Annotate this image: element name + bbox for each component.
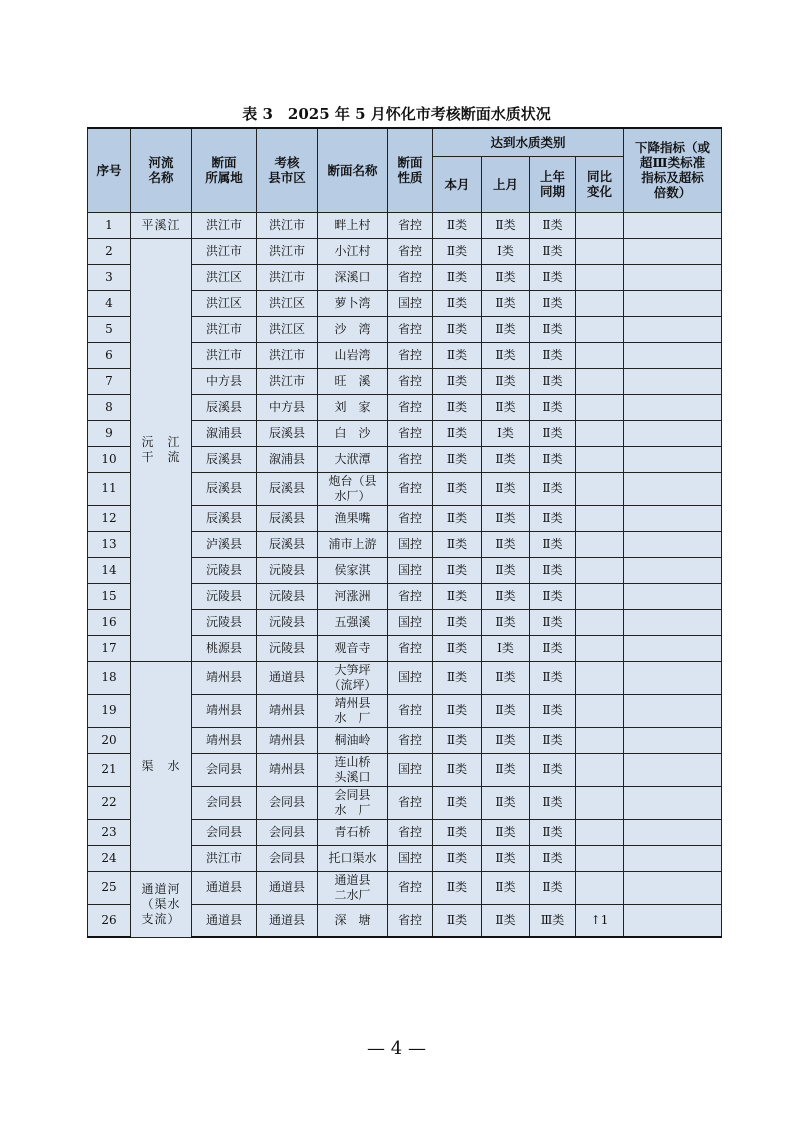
cell-seq: 24 [88,845,131,871]
cell-county: 会同县 [257,786,318,819]
cell-yoy [576,264,624,290]
cell-this-month: Ⅱ类 [433,368,482,394]
cell-last-year: Ⅱ类 [530,557,576,583]
cell-location: 会同县 [192,753,257,786]
cell-county: 沅陵县 [257,583,318,609]
cell-last-month: Ⅱ类 [482,845,530,871]
header-river: 河流 名称 [131,128,192,212]
cell-nature: 国控 [388,845,433,871]
cell-last-year: Ⅱ类 [530,694,576,727]
cell-section-name: 会同县 水 厂 [318,786,388,819]
cell-seq: 17 [88,635,131,661]
cell-seq: 22 [88,786,131,819]
cell-section-name: 青石桥 [318,819,388,845]
cell-county: 通道县 [257,904,318,937]
cell-decline [624,212,722,238]
cell-location: 洪江区 [192,264,257,290]
cell-county: 洪江区 [257,316,318,342]
cell-location: 溆浦县 [192,420,257,446]
cell-last-year: Ⅱ类 [530,583,576,609]
cell-nature: 国控 [388,290,433,316]
cell-section-name: 小江村 [318,238,388,264]
cell-section-name: 白 沙 [318,420,388,446]
cell-seq: 13 [88,531,131,557]
cell-yoy [576,819,624,845]
cell-last-month: Ⅱ类 [482,753,530,786]
cell-last-year: Ⅱ类 [530,420,576,446]
cell-nature: 国控 [388,661,433,694]
cell-last-month: Ⅱ类 [482,557,530,583]
cell-county: 辰溪县 [257,531,318,557]
cell-decline [624,786,722,819]
cell-this-month: Ⅱ类 [433,786,482,819]
cell-seq: 21 [88,753,131,786]
cell-last-month: Ⅱ类 [482,727,530,753]
cell-section-name: 托口渠水 [318,845,388,871]
cell-seq: 14 [88,557,131,583]
cell-last-month: Ⅱ类 [482,904,530,937]
cell-decline [624,238,722,264]
cell-nature: 省控 [388,212,433,238]
cell-county: 洪江市 [257,342,318,368]
cell-seq: 18 [88,661,131,694]
cell-section-name: 山岩湾 [318,342,388,368]
cell-this-month: Ⅱ类 [433,727,482,753]
cell-location: 沅陵县 [192,583,257,609]
cell-nature: 省控 [388,871,433,904]
cell-last-month: Ⅱ类 [482,531,530,557]
cell-seq: 20 [88,727,131,753]
cell-seq: 8 [88,394,131,420]
cell-yoy [576,727,624,753]
cell-section-name: 连山桥 头溪口 [318,753,388,786]
cell-seq: 23 [88,819,131,845]
cell-decline [624,557,722,583]
header-last-year: 上年 同期 [530,156,576,212]
cell-last-year: Ⅱ类 [530,212,576,238]
cell-yoy [576,786,624,819]
cell-section-name: 旺 溪 [318,368,388,394]
header-quality-group: 达到水质类别 [433,128,624,156]
cell-seq: 26 [88,904,131,937]
cell-yoy [576,557,624,583]
cell-county: 靖州县 [257,727,318,753]
cell-this-month: Ⅱ类 [433,446,482,472]
cell-seq: 7 [88,368,131,394]
cell-nature: 省控 [388,394,433,420]
cell-yoy [576,753,624,786]
cell-yoy [576,368,624,394]
cell-nature: 省控 [388,819,433,845]
cell-yoy [576,290,624,316]
cell-seq: 1 [88,212,131,238]
page-number: — 4 — [367,1038,426,1059]
cell-section-name: 大洑潭 [318,446,388,472]
table-body [88,212,722,937]
cell-section-name: 大笋坪 （流坪） [318,661,388,694]
cell-location: 通道县 [192,904,257,937]
header-decline: 下降指标（或 超Ⅲ类标准 指标及超标 倍数） [624,128,722,212]
cell-seq: 5 [88,316,131,342]
cell-yoy [576,609,624,635]
cell-last-month: Ⅱ类 [482,368,530,394]
cell-last-year: Ⅱ类 [530,505,576,531]
cell-seq: 6 [88,342,131,368]
cell-last-year: Ⅱ类 [530,368,576,394]
cell-yoy [576,238,624,264]
cell-this-month: Ⅱ类 [433,472,482,505]
cell-county: 洪江市 [257,264,318,290]
cell-last-year: Ⅲ类 [530,904,576,937]
cell-nature: 国控 [388,609,433,635]
header-this-month: 本月 [433,156,482,212]
cell-last-year: Ⅱ类 [530,635,576,661]
table-row [88,212,722,238]
cell-location: 洪江市 [192,212,257,238]
cell-last-month: Ⅱ类 [482,212,530,238]
cell-this-month: Ⅱ类 [433,505,482,531]
cell-location: 辰溪县 [192,394,257,420]
cell-last-year: Ⅱ类 [530,446,576,472]
cell-location: 靖州县 [192,694,257,727]
cell-decline [624,290,722,316]
cell-yoy [576,661,624,694]
cell-last-month: Ⅱ类 [482,871,530,904]
cell-last-year: Ⅱ类 [530,290,576,316]
cell-this-month: Ⅱ类 [433,635,482,661]
cell-yoy [576,583,624,609]
cell-seq: 15 [88,583,131,609]
cell-nature: 省控 [388,472,433,505]
cell-decline [624,446,722,472]
cell-location: 洪江市 [192,342,257,368]
cell-last-year: Ⅱ类 [530,871,576,904]
cell-decline [624,904,722,937]
cell-last-year: Ⅱ类 [530,342,576,368]
cell-last-month: Ⅱ类 [482,394,530,420]
cell-location: 辰溪县 [192,446,257,472]
cell-county: 洪江市 [257,368,318,394]
cell-seq: 9 [88,420,131,446]
cell-nature: 国控 [388,557,433,583]
cell-seq: 4 [88,290,131,316]
cell-county: 会同县 [257,819,318,845]
cell-decline [624,694,722,727]
cell-yoy [576,472,624,505]
cell-this-month: Ⅱ类 [433,290,482,316]
cell-section-name: 河涨洲 [318,583,388,609]
cell-decline [624,661,722,694]
cell-last-year: Ⅱ类 [530,819,576,845]
cell-nature: 国控 [388,753,433,786]
cell-last-year: Ⅱ类 [530,472,576,505]
cell-nature: 省控 [388,420,433,446]
cell-seq: 11 [88,472,131,505]
cell-section-name: 五强溪 [318,609,388,635]
cell-nature: 省控 [388,316,433,342]
cell-this-month: Ⅱ类 [433,694,482,727]
cell-section-name: 侯家淇 [318,557,388,583]
cell-location: 靖州县 [192,661,257,694]
cell-last-year: Ⅱ类 [530,845,576,871]
cell-section-name: 观音寺 [318,635,388,661]
cell-last-year: Ⅱ类 [530,238,576,264]
cell-county: 沅陵县 [257,557,318,583]
table-row [88,871,722,904]
cell-section-name: 炮台（县 水厂） [318,472,388,505]
cell-yoy [576,694,624,727]
cell-location: 会同县 [192,786,257,819]
cell-seq: 12 [88,505,131,531]
cell-this-month: Ⅱ类 [433,609,482,635]
cell-last-month: Ⅱ类 [482,316,530,342]
cell-section-name: 桐油岭 [318,727,388,753]
cell-decline [624,609,722,635]
cell-last-month: Ⅰ类 [482,238,530,264]
header-nature: 断面 性质 [388,128,433,212]
cell-decline [624,394,722,420]
cell-last-year: Ⅱ类 [530,786,576,819]
cell-nature: 省控 [388,238,433,264]
cell-last-month: Ⅱ类 [482,661,530,694]
cell-location: 辰溪县 [192,472,257,505]
cell-yoy [576,394,624,420]
cell-this-month: Ⅱ类 [433,871,482,904]
cell-decline [624,368,722,394]
cell-nature: 省控 [388,264,433,290]
cell-river: 通道河 （渠水 支流） [131,871,192,937]
cell-county: 溆浦县 [257,446,318,472]
cell-last-year: Ⅱ类 [530,661,576,694]
cell-decline [624,871,722,904]
cell-nature: 省控 [388,904,433,937]
cell-this-month: Ⅱ类 [433,316,482,342]
cell-county: 通道县 [257,661,318,694]
cell-last-year: Ⅱ类 [530,727,576,753]
cell-this-month: Ⅱ类 [433,212,482,238]
cell-county: 通道县 [257,871,318,904]
cell-nature: 省控 [388,583,433,609]
cell-this-month: Ⅱ类 [433,394,482,420]
cell-decline [624,342,722,368]
cell-last-month: Ⅱ类 [482,819,530,845]
cell-nature: 省控 [388,446,433,472]
cell-nature: 省控 [388,694,433,727]
cell-decline [624,635,722,661]
cell-last-month: Ⅱ类 [482,342,530,368]
cell-seq: 2 [88,238,131,264]
cell-last-month: Ⅱ类 [482,609,530,635]
cell-location: 通道县 [192,871,257,904]
cell-county: 洪江市 [257,238,318,264]
cell-yoy [576,446,624,472]
cell-last-year: Ⅱ类 [530,394,576,420]
cell-location: 洪江市 [192,845,257,871]
cell-county: 辰溪县 [257,420,318,446]
cell-location: 桃源县 [192,635,257,661]
cell-county: 辰溪县 [257,472,318,505]
cell-yoy [576,420,624,446]
cell-seq: 10 [88,446,131,472]
cell-location: 靖州县 [192,727,257,753]
cell-decline [624,316,722,342]
cell-yoy [576,871,624,904]
cell-location: 洪江市 [192,238,257,264]
cell-seq: 19 [88,694,131,727]
cell-this-month: Ⅱ类 [433,583,482,609]
cell-yoy [576,635,624,661]
cell-this-month: Ⅱ类 [433,753,482,786]
cell-section-name: 渔果嘴 [318,505,388,531]
cell-last-month: Ⅰ类 [482,635,530,661]
cell-location: 洪江区 [192,290,257,316]
cell-this-month: Ⅱ类 [433,819,482,845]
cell-county: 靖州县 [257,694,318,727]
cell-section-name: 畔上村 [318,212,388,238]
cell-county: 靖州县 [257,753,318,786]
cell-county: 洪江区 [257,290,318,316]
cell-this-month: Ⅱ类 [433,342,482,368]
cell-section-name: 沙 湾 [318,316,388,342]
water-quality-table-wrapper [87,127,721,938]
cell-section-name: 萝卜湾 [318,290,388,316]
cell-decline [624,264,722,290]
cell-river: 沅 江 干 流 [131,238,192,661]
table-caption: 表 3 2025 年 5 月怀化市考核断面水质状况 [242,105,551,123]
cell-this-month: Ⅱ类 [433,420,482,446]
cell-this-month: Ⅱ类 [433,264,482,290]
cell-last-year: Ⅱ类 [530,609,576,635]
cell-nature: 省控 [388,368,433,394]
cell-section-name: 通道县 二水厂 [318,871,388,904]
cell-yoy [576,505,624,531]
header-location: 断面 所属地 [192,128,257,212]
cell-last-year: Ⅱ类 [530,753,576,786]
cell-this-month: Ⅱ类 [433,661,482,694]
cell-last-month: Ⅰ类 [482,420,530,446]
cell-decline [624,583,722,609]
cell-county: 辰溪县 [257,505,318,531]
cell-seq: 16 [88,609,131,635]
cell-location: 沅陵县 [192,557,257,583]
cell-section-name: 靖州县 水 厂 [318,694,388,727]
cell-location: 辰溪县 [192,505,257,531]
table-row [88,238,722,264]
water-quality-table [87,127,722,938]
cell-county: 沅陵县 [257,635,318,661]
cell-decline [624,845,722,871]
header-seq: 序号 [88,128,131,212]
cell-seq: 3 [88,264,131,290]
cell-last-month: Ⅱ类 [482,583,530,609]
cell-yoy [576,212,624,238]
cell-yoy [576,342,624,368]
cell-last-month: Ⅱ类 [482,264,530,290]
cell-yoy [576,845,624,871]
cell-section-name: 刘 家 [318,394,388,420]
header-last-month: 上月 [482,156,530,212]
cell-decline [624,531,722,557]
cell-decline [624,727,722,753]
cell-county: 会同县 [257,845,318,871]
cell-yoy: ↑1 [576,904,624,937]
cell-river: 平溪江 [131,212,192,238]
cell-nature: 省控 [388,342,433,368]
cell-last-month: Ⅱ类 [482,786,530,819]
cell-nature: 省控 [388,786,433,819]
cell-last-month: Ⅱ类 [482,694,530,727]
cell-decline [624,472,722,505]
cell-last-year: Ⅱ类 [530,264,576,290]
cell-location: 泸溪县 [192,531,257,557]
cell-decline [624,505,722,531]
cell-seq: 25 [88,871,131,904]
cell-this-month: Ⅱ类 [433,531,482,557]
cell-last-month: Ⅱ类 [482,446,530,472]
cell-section-name: 浦市上游 [318,531,388,557]
cell-last-month: Ⅱ类 [482,472,530,505]
cell-last-year: Ⅱ类 [530,316,576,342]
cell-location: 洪江市 [192,316,257,342]
cell-county: 沅陵县 [257,609,318,635]
cell-yoy [576,531,624,557]
cell-last-month: Ⅱ类 [482,505,530,531]
cell-county: 中方县 [257,394,318,420]
table-row [88,661,722,694]
cell-this-month: Ⅱ类 [433,557,482,583]
cell-decline [624,420,722,446]
cell-this-month: Ⅱ类 [433,904,482,937]
cell-nature: 省控 [388,727,433,753]
cell-yoy [576,316,624,342]
cell-decline [624,753,722,786]
cell-last-month: Ⅱ类 [482,290,530,316]
cell-location: 中方县 [192,368,257,394]
cell-nature: 省控 [388,505,433,531]
cell-this-month: Ⅱ类 [433,238,482,264]
header-yoy: 同比 变化 [576,156,624,212]
cell-location: 会同县 [192,819,257,845]
cell-nature: 省控 [388,635,433,661]
header-section-name: 断面名称 [318,128,388,212]
cell-location: 沅陵县 [192,609,257,635]
cell-nature: 国控 [388,531,433,557]
cell-section-name: 深溪口 [318,264,388,290]
cell-decline [624,819,722,845]
cell-section-name: 深 塘 [318,904,388,937]
cell-last-year: Ⅱ类 [530,531,576,557]
cell-county: 洪江市 [257,212,318,238]
cell-river: 渠 水 [131,661,192,871]
header-county: 考核 县市区 [257,128,318,212]
cell-this-month: Ⅱ类 [433,845,482,871]
